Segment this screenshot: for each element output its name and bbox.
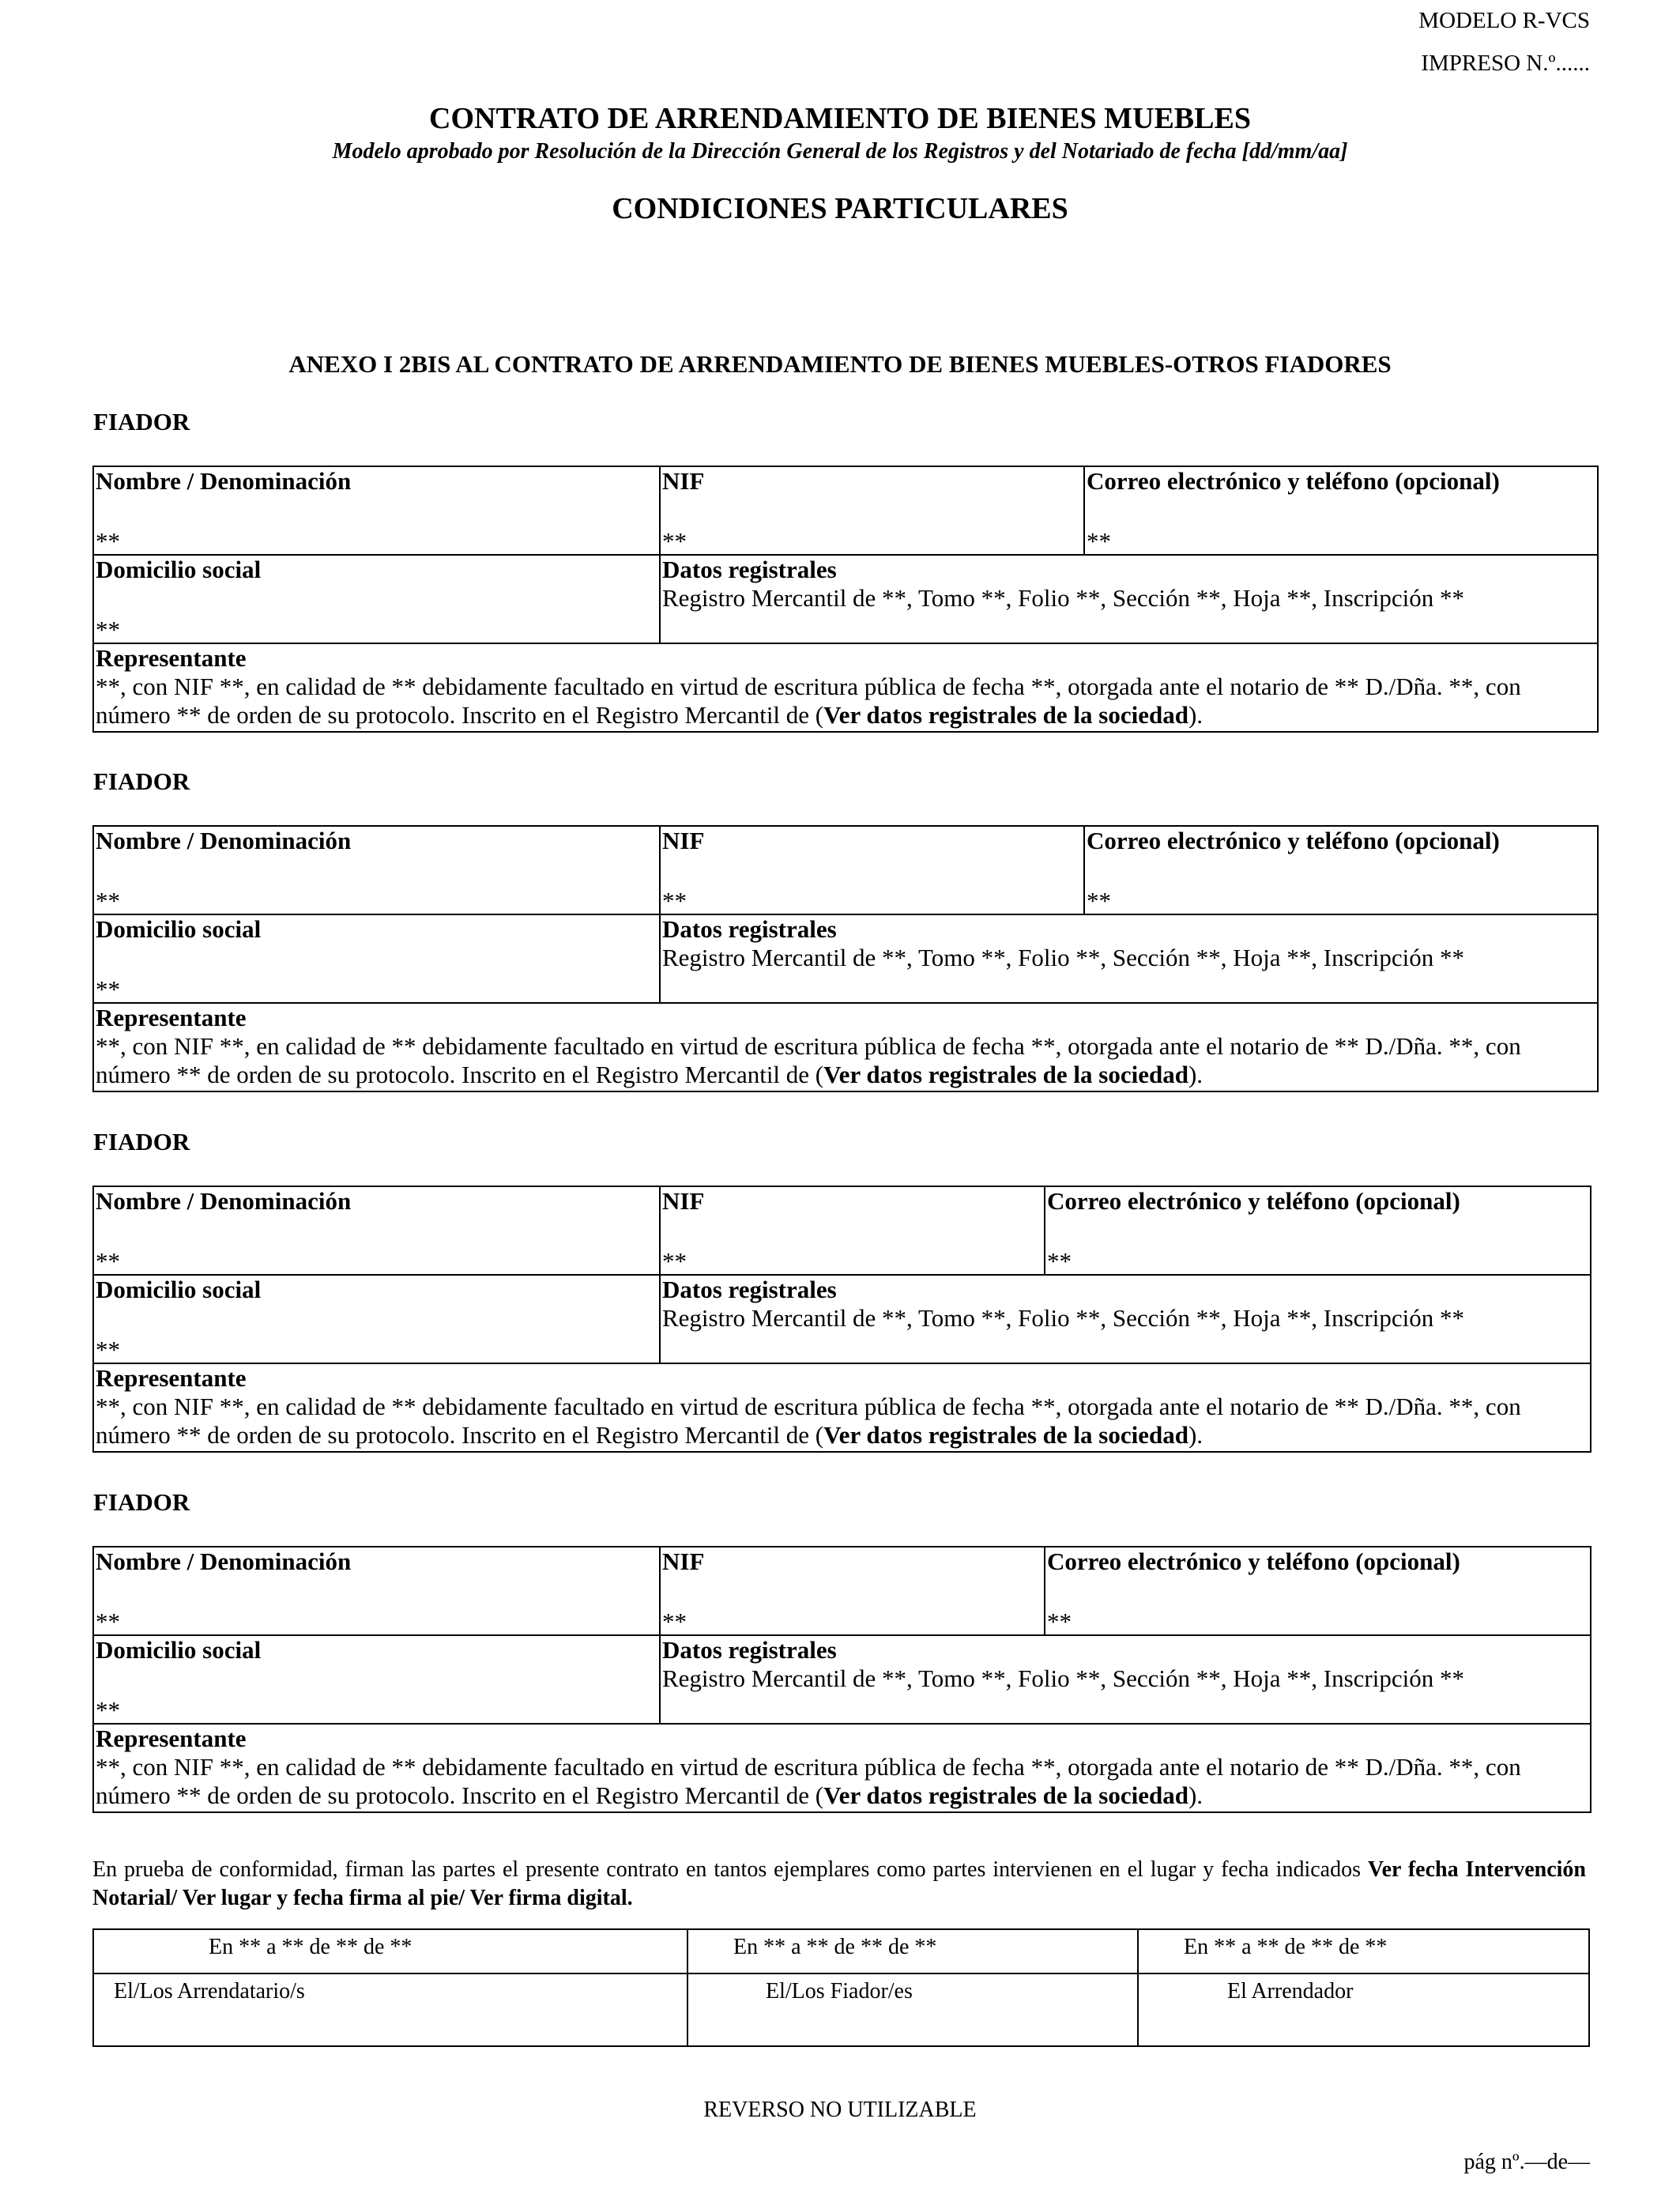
signature-place-date[interactable]: En ** a ** de ** de **	[93, 1929, 687, 1973]
nif-cell[interactable]	[660, 1186, 1045, 1275]
nif-label: NIF	[662, 467, 705, 495]
nif-label: NIF	[662, 1547, 705, 1575]
registrales-label: Datos registrales	[662, 1276, 837, 1303]
domicilio-value: **	[96, 1696, 120, 1724]
nombre-value: **	[96, 887, 120, 914]
conformity-bold: Ver fecha Intervención Notarial/ Ver lugar y fecha firma al pie/ Ver firma digital.	[92, 1857, 1586, 1910]
registrales-label: Datos registrales	[662, 556, 837, 583]
nombre-label: Nombre / Denominación	[96, 827, 352, 854]
domicilio-label: Domicilio social	[96, 1636, 262, 1664]
correo-label: Correo electrónico y teléfono (opcional)	[1047, 1547, 1460, 1575]
signature-role: El Arrendador	[1227, 1979, 1354, 2004]
signature-role: El/Los Fiador/es	[766, 1979, 913, 2004]
section-title: CONDICIONES PARTICULARES	[612, 192, 1068, 225]
domicilio-value: **	[96, 616, 120, 643]
signature-box-fiador[interactable]	[687, 1973, 1138, 2046]
registrales-label: Datos registrales	[662, 1636, 837, 1664]
signature-table	[92, 1928, 1590, 2047]
domicilio-cell[interactable]	[93, 555, 660, 643]
nombre-cell[interactable]	[93, 826, 660, 914]
domicilio-value: **	[96, 975, 120, 1003]
fiador-table	[92, 466, 1599, 733]
nombre-value: **	[96, 527, 120, 555]
registrales-cell[interactable]	[660, 1635, 1591, 1724]
representante-bold: Ver datos registrales de la sociedad	[823, 1061, 1188, 1088]
domicilio-cell[interactable]	[93, 914, 660, 1003]
domicilio-label: Domicilio social	[96, 556, 262, 583]
nombre-cell[interactable]	[93, 1547, 660, 1635]
domicilio-label: Domicilio social	[96, 1276, 262, 1303]
representante-label: Representante	[96, 1725, 247, 1752]
signature-place-date[interactable]: En ** a ** de ** de **	[1138, 1929, 1589, 1973]
nif-cell[interactable]	[660, 466, 1084, 555]
correo-label: Correo electrónico y teléfono (opcional)	[1047, 1187, 1460, 1215]
annex-title: ANEXO I 2BIS AL CONTRATO DE ARRENDAMIENTO DE BIENES MUEBLES-OTROS FIADORES	[288, 350, 1392, 378]
fiador-heading: FIADOR	[93, 1128, 190, 1155]
representante-bold: Ver datos registrales de la sociedad	[823, 1421, 1188, 1449]
representante-text: **, con NIF **, en calidad de ** debidamente facultado en virtud de escritura pública de fecha **, otorgada ante el notario de ** D./Dña. **, con número ** de orden de su protocolo. Inscrito en el Registro Mercantil de (Ver datos registrales de la sociedad).	[96, 1032, 1521, 1088]
correo-cell[interactable]	[1084, 466, 1598, 555]
correo-value: **	[1047, 1247, 1072, 1275]
representante-bold: Ver datos registrales de la sociedad	[823, 1781, 1188, 1809]
nombre-label: Nombre / Denominación	[96, 1187, 352, 1215]
representante-cell[interactable]	[93, 1724, 1591, 1812]
representante-cell[interactable]	[93, 643, 1598, 732]
nif-value: **	[662, 887, 687, 914]
registrales-cell[interactable]	[660, 1275, 1591, 1363]
nif-label: NIF	[662, 827, 705, 854]
domicilio-cell[interactable]	[93, 1635, 660, 1724]
registrales-value: Registro Mercantil de **, Tomo **, Folio **, Sección **, Hoja **, Inscripción **	[662, 584, 1464, 612]
representante-label: Representante	[96, 1364, 247, 1392]
registrales-cell[interactable]	[660, 914, 1598, 1003]
domicilio-cell[interactable]	[93, 1275, 660, 1363]
registrales-value: Registro Mercantil de **, Tomo **, Folio **, Sección **, Hoja **, Inscripción **	[662, 944, 1464, 971]
signature-place-date[interactable]: En ** a ** de ** de **	[687, 1929, 1138, 1973]
representante-text: **, con NIF **, en calidad de ** debidamente facultado en virtud de escritura pública de fecha **, otorgada ante el notario de ** D./Dña. **, con número ** de orden de su protocolo. Inscrito en el Registro Mercantil de (Ver datos registrales de la sociedad).	[96, 1393, 1521, 1449]
registrales-cell[interactable]	[660, 555, 1598, 643]
signature-box-arrendatario[interactable]	[93, 1973, 687, 2046]
nif-cell[interactable]	[660, 826, 1084, 914]
correo-value: **	[1087, 887, 1111, 914]
signature-role: El/Los Arrendatario/s	[114, 1979, 305, 2004]
correo-cell[interactable]	[1084, 826, 1598, 914]
fiador-table	[92, 1546, 1591, 1813]
representante-label: Representante	[96, 644, 247, 672]
conformity-statement: En prueba de conformidad, firman las partes el presente contrato en tantos ejemplares como partes intervienen en el lugar y fecha indicados Ver fecha Intervención Notarial/ Ver lugar y fecha firma al pie/ Ver firma digital.	[92, 1857, 1586, 1910]
nombre-cell[interactable]	[93, 466, 660, 555]
representante-cell[interactable]	[93, 1363, 1591, 1452]
fiador-heading: FIADOR	[93, 1488, 190, 1516]
representante-text: **, con NIF **, en calidad de ** debidamente facultado en virtud de escritura pública de fecha **, otorgada ante el notario de ** D./Dña. **, con número ** de orden de su protocolo. Inscrito en el Registro Mercantil de (Ver datos registrales de la sociedad).	[96, 673, 1521, 729]
registrales-label: Datos registrales	[662, 915, 837, 943]
representante-text: **, con NIF **, en calidad de ** debidamente facultado en virtud de escritura pública de fecha **, otorgada ante el notario de ** D./Dña. **, con número ** de orden de su protocolo. Inscrito en el Registro Mercantil de (Ver datos registrales de la sociedad).	[96, 1753, 1521, 1809]
print-number: IMPRESO N.º......	[1421, 51, 1590, 76]
nombre-cell[interactable]	[93, 1186, 660, 1275]
correo-value: **	[1047, 1608, 1072, 1635]
representante-cell[interactable]	[93, 1003, 1598, 1091]
document-subtitle: Modelo aprobado por Resolución de la Dirección General de los Registros y del Notariado de fecha [dd/mm/aa]	[332, 139, 1348, 164]
nombre-value: **	[96, 1247, 120, 1275]
nombre-label: Nombre / Denominación	[96, 467, 352, 495]
correo-label: Correo electrónico y teléfono (opcional)	[1087, 467, 1500, 495]
correo-cell[interactable]	[1045, 1186, 1591, 1275]
correo-cell[interactable]	[1045, 1547, 1591, 1635]
signature-box-arrendador[interactable]	[1138, 1973, 1589, 2046]
reverse-note: REVERSO NO UTILIZABLE	[703, 2098, 977, 2122]
domicilio-value: **	[96, 1336, 120, 1363]
page-number: pág nº.—de—	[1463, 2150, 1590, 2174]
representante-bold: Ver datos registrales de la sociedad	[823, 701, 1188, 729]
fiador-table	[92, 1186, 1591, 1453]
correo-label: Correo electrónico y teléfono (opcional)	[1087, 827, 1500, 854]
model-code: MODELO R-VCS	[1418, 8, 1590, 33]
nif-value: **	[662, 1247, 687, 1275]
correo-value: **	[1087, 527, 1111, 555]
nombre-value: **	[96, 1608, 120, 1635]
nif-value: **	[662, 1608, 687, 1635]
nif-value: **	[662, 527, 687, 555]
nif-cell[interactable]	[660, 1547, 1045, 1635]
nombre-label: Nombre / Denominación	[96, 1547, 352, 1575]
nif-label: NIF	[662, 1187, 705, 1215]
domicilio-label: Domicilio social	[96, 915, 262, 943]
fiador-heading: FIADOR	[93, 767, 190, 795]
document-title: CONTRATO DE ARRENDAMIENTO DE BIENES MUEBLES	[429, 102, 1251, 135]
representante-label: Representante	[96, 1004, 247, 1031]
registrales-value: Registro Mercantil de **, Tomo **, Folio **, Sección **, Hoja **, Inscripción **	[662, 1304, 1464, 1332]
fiador-table	[92, 825, 1599, 1092]
registrales-value: Registro Mercantil de **, Tomo **, Folio **, Sección **, Hoja **, Inscripción **	[662, 1664, 1464, 1692]
fiador-heading: FIADOR	[93, 408, 190, 435]
